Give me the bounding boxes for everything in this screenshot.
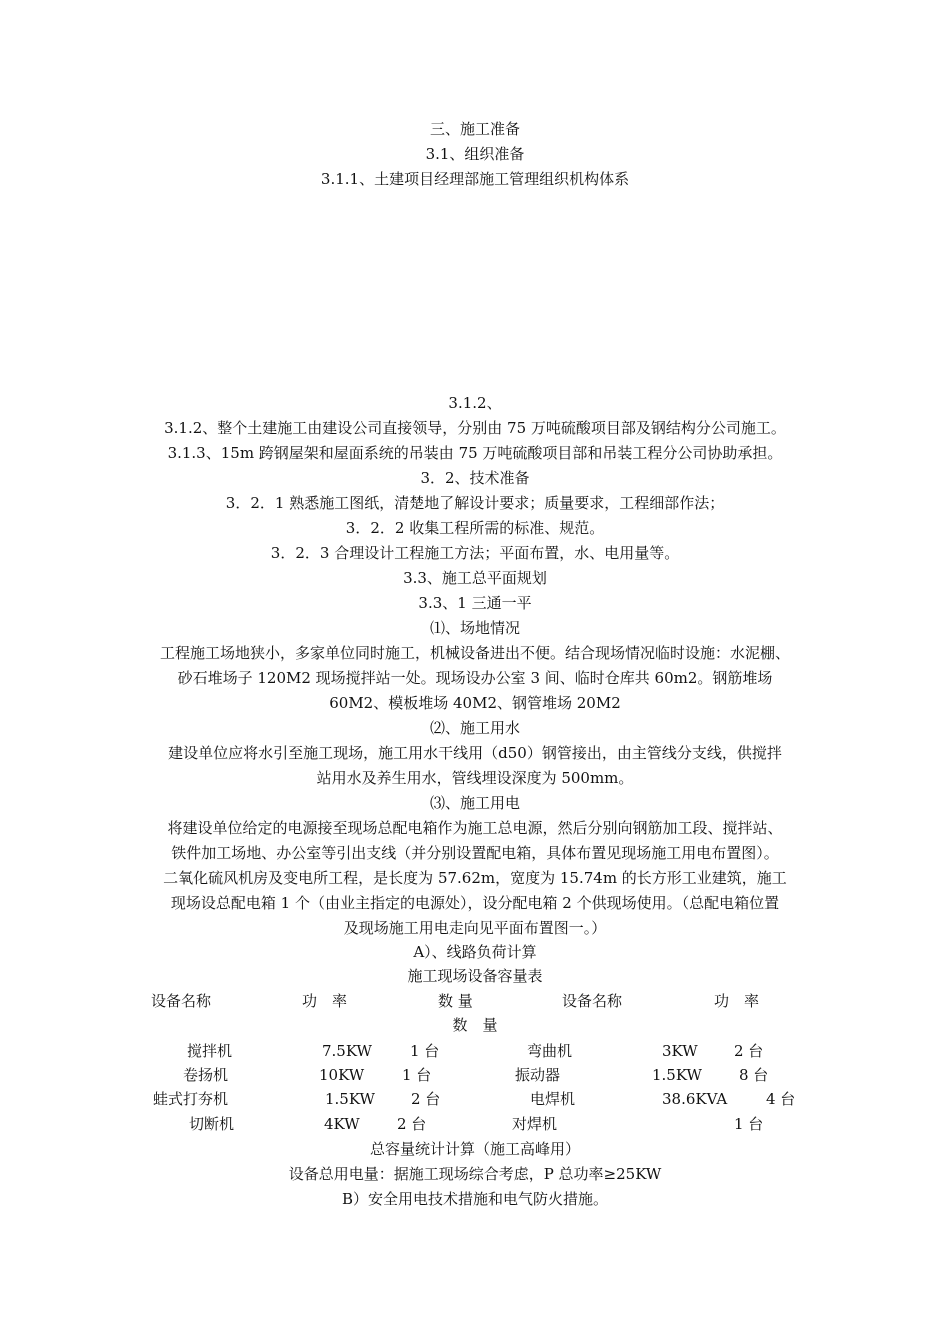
subsection-heading: 3.3、施工总平面规划 xyxy=(403,569,547,587)
table-cell: 4 台 xyxy=(766,1090,796,1108)
table-cell: 2 台 xyxy=(397,1115,427,1133)
item-title: ⑶、施工用电 xyxy=(429,794,520,812)
item-title: ⑴、场地情况 xyxy=(429,619,520,637)
table-cell: 1.5KW xyxy=(652,1066,702,1084)
table-header-cell: 功 率 xyxy=(302,992,348,1010)
paragraph-line: 将建设单位给定的电源接至现场总配电箱作为施工总电源，然后分别向钢筋加工段、搅拌站、 xyxy=(167,819,783,837)
table-cell: 1 台 xyxy=(410,1042,440,1060)
table-cell: 4KW xyxy=(324,1115,360,1133)
paragraph-line: 3．2．2 收集工程所需的标准、规范。 xyxy=(345,519,605,537)
table-cell: 2 台 xyxy=(734,1042,764,1060)
table-cell: 3KW xyxy=(662,1042,698,1060)
paragraph-line: 建设单位应将水引至施工现场，施工用水干线用（d50）钢管接出，由主管线分支线，供搅拌 xyxy=(168,744,782,762)
subsection-heading: 3．2、技术准备 xyxy=(420,469,530,487)
table-cell: 10KW xyxy=(319,1066,365,1084)
section-heading: 三、施工准备 xyxy=(429,120,520,138)
paragraph-line: 站用水及养生用水，管线埋设深度为 500mm。 xyxy=(316,769,634,787)
paragraph-line: 铁件加工场地、办公室等引出支线（并分别设置配电箱，具体布置见现场施工用电布置图）。 xyxy=(171,844,779,862)
table-cell: 电焊机 xyxy=(530,1090,576,1108)
table-cell: 弯曲机 xyxy=(527,1042,573,1060)
item-title: A）、线路负荷计算 xyxy=(413,943,537,961)
paragraph-line: 3．2．3 合理设计工程施工方法；平面布置，水、电用量等。 xyxy=(270,544,680,562)
table-cell: 38.6KVA xyxy=(662,1090,728,1108)
table-cell: 1 台 xyxy=(734,1115,764,1133)
table-cell: 搅拌机 xyxy=(187,1042,233,1060)
paragraph-line: 3.1.2、整个土建施工由建设公司直接领导，分别由 75 万吨硫酸项目部及钢结构分公司施工。 xyxy=(164,419,786,437)
item-title: ⑵、施工用水 xyxy=(429,719,520,737)
subsection-heading: 3.1.2、 xyxy=(448,394,502,412)
paragraph-line: 现场设总配电箱 1 个（由业主指定的电源处），设分配电箱 2 个供现场使用。（总配电箱位置 xyxy=(170,894,780,912)
table-header-cell: 设备名称 xyxy=(151,992,212,1010)
table-title: 施工现场设备容量表 xyxy=(407,967,543,985)
subsection-heading: 3.1、组织准备 xyxy=(425,145,525,163)
table-cell: 7.5KW xyxy=(322,1042,372,1060)
paragraph-line: 及现场施工用电走向见平面布置图一。） xyxy=(343,919,607,937)
item-title: 总容量统计计算（施工高峰用） xyxy=(369,1140,580,1158)
table-cell: 1.5KW xyxy=(325,1090,375,1108)
table-header-cell: 功 率 xyxy=(714,992,760,1010)
table-cell: 2 台 xyxy=(411,1090,441,1108)
table-cell: 1 台 xyxy=(402,1066,432,1084)
table-cell: 蛙式打夯机 xyxy=(153,1090,229,1108)
item-title: B）安全用电技术措施和电气防火措施。 xyxy=(341,1190,609,1208)
paragraph-line: 60M2、模板堆场 40M2、钢管堆场 20M2 xyxy=(329,694,621,712)
subsection-heading: 3.3、1 三通一平 xyxy=(418,594,532,612)
table-cell: 8 台 xyxy=(739,1066,769,1084)
paragraph-line: 设备总用电量：据施工现场综合考虑，P 总功率≥25KW xyxy=(288,1165,662,1183)
table-cell: 切断机 xyxy=(189,1115,235,1133)
paragraph-line: 二氧化硫风机房及变电所工程，是长度为 57.62m，宽度为 15.74m 的长方形工业建筑，施工 xyxy=(163,869,787,887)
table-cell: 振动器 xyxy=(515,1066,561,1084)
table-header-cell: 数 量 xyxy=(452,1016,498,1034)
table-header-cell: 数 量 xyxy=(438,992,473,1010)
table-cell: 对焊机 xyxy=(512,1115,558,1133)
table-cell: 卷扬机 xyxy=(183,1066,229,1084)
table-header-cell: 设备名称 xyxy=(562,992,623,1010)
paragraph-line: 工程施工场地狭小，多家单位同时施工，机械设备进出不便。结合现场情况临时设施：水泥棚、 xyxy=(159,644,790,662)
paragraph-line: 3.1.3、15m 跨钢屋架和屋面系统的吊装由 75 万吨硫酸项目部和吊装工程分公司协助承担。 xyxy=(167,444,783,462)
paragraph-line: 砂石堆场子 120M2 现场搅拌站一处。现场设办公室 3 间、临时仓库共 60m2。钢筋堆场 xyxy=(177,669,773,687)
subsection-heading: 3.1.1、土建项目经理部施工管理组织机构体系 xyxy=(320,170,630,188)
paragraph-line: 3．2．1 熟悉施工图纸，清楚地了解设计要求；质量要求，工程细部作法； xyxy=(225,494,725,512)
